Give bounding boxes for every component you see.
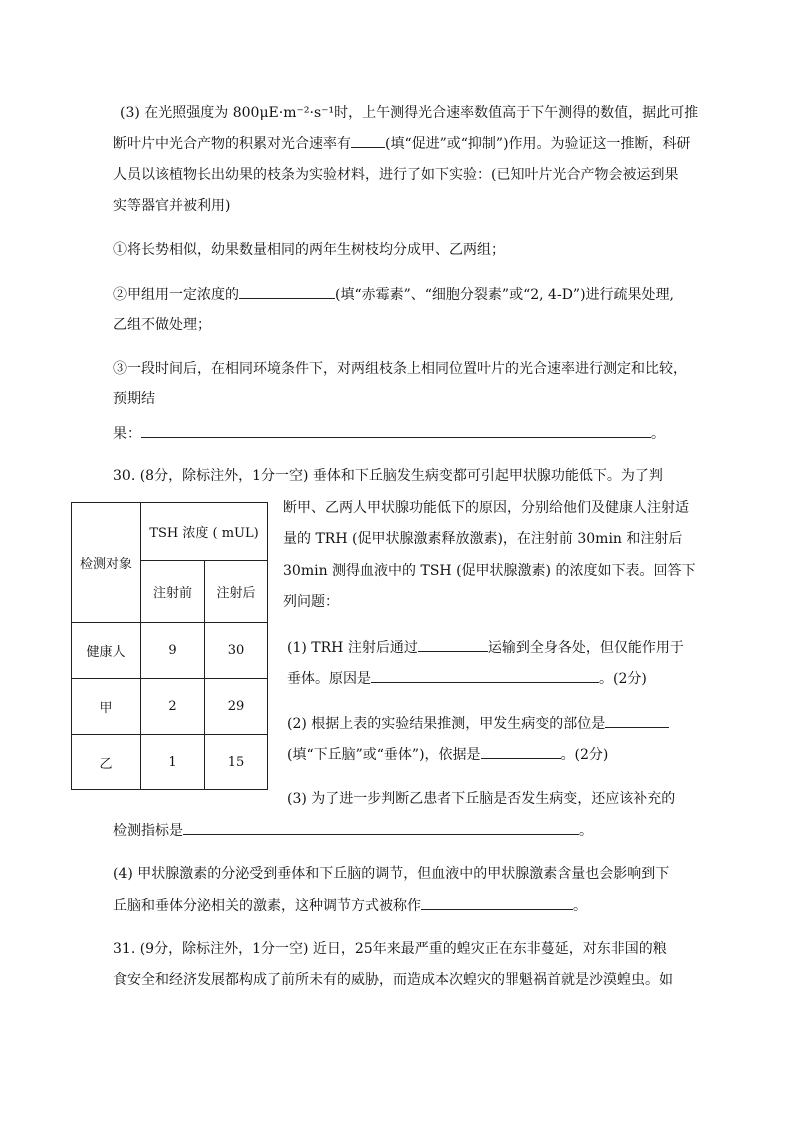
q30-sub1-text-c: 垂体。原因是 [287,671,371,687]
q3-step2-cont: 乙组不做处理； [113,317,211,333]
table-cell-before: 1 [141,735,205,790]
tsh-table [71,502,268,790]
answer-blank-regulation[interactable] [421,895,573,910]
q30-sub4-cont [113,895,587,916]
q30-wrap4: 列问题： [283,594,339,610]
q3-line2-text-a: 断叶片中光合产物的积累对光合速率有 [113,136,351,152]
q3-line3: 人员以该植物长出幼果的枝条为实验材料，进行了如下实验：(已知叶片光合产物会被运到果 [113,167,679,183]
answer-blank-basis[interactable] [481,744,561,759]
table-row [72,735,268,790]
q3-step1: ①将长势相似，幼果数量相同的两年生树枝均分成甲、乙两组； [113,242,505,258]
answer-blank-promote-inhibit[interactable] [351,133,385,148]
q30-header: 30. (8分，除标注外，1分一空) 垂体和下丘脑发生病变都可引起甲状腺功能低下。为了判 [113,468,663,484]
q3-step3-result-label: 果： [113,426,141,442]
q30-sub3: (3) 为了进一步判断乙患者下丘脑是否发生病变，还应该补充的 [287,791,676,807]
q30-sub3-cont [113,820,593,841]
answer-blank-reason[interactable] [371,668,599,683]
q30-sub2-text-b: (填“下丘脑”或“垂体”)，依据是 [287,747,481,763]
table-cell-after: 29 [205,679,268,735]
table-header-subject: 检测对象 [72,503,141,623]
table-cell-subject: 健康人 [72,623,141,679]
q30-wrap2: 量的 TRH (促甲状腺激素释放激素)，在注射前 30min 和注射后 [283,531,683,547]
q30-sub2-text-a: (2) 根据上表的实验结果推测，甲发生病变的部位是 [287,716,606,732]
q30-wrap3: 30min 测得血液中的 TSH (促甲状腺激素) 的浓度如下表。回答下 [283,563,696,579]
table-cell-before: 9 [141,623,205,679]
table-cell-after: 15 [205,735,268,790]
q30-sub4-text-b: 丘脑和垂体分泌相关的激素，这种调节方式被称作 [113,898,421,914]
answer-blank-hormone[interactable] [239,284,335,299]
answer-blank-expected-result[interactable] [141,423,651,438]
table-header-after: 注射后 [205,561,268,623]
q30-sub1-text-b: 运输到全身各处，但仅能作用于 [487,640,684,656]
table-row [72,679,268,735]
answer-blank-lesion-site[interactable] [605,713,669,728]
q3-line4: 实等器官并被利用) [113,198,231,214]
q30-sub4-text-c: 。 [573,898,587,914]
table-header-tsh: TSH 浓度 ( mUL) [141,503,268,561]
q3-line2 [113,133,691,154]
q30-sub2-cont [287,744,608,765]
q3-step3-end: 。 [651,426,665,442]
q30-sub1 [287,637,684,658]
q30-sub2 [287,713,669,734]
table-cell-before: 2 [141,679,205,735]
q30-sub3-text-c: 。 [579,823,593,839]
table-cell-after: 30 [205,623,268,679]
q3-line1: (3) 在光照强度为 800μE·m⁻²·s⁻¹时，上午测得光合速率数值高于下午测得的数值，据此可推 [120,105,699,121]
q30-sub2-text-c: 。(2分) [560,747,609,763]
table-cell-subject: 甲 [72,679,141,735]
q30-sub3-text-b: 检测指标是 [113,823,183,839]
answer-blank-indicator[interactable] [183,820,579,835]
q30-sub4: (4) 甲状腺激素的分泌受到垂体和下丘脑的调节，但血液中的甲状腺激素含量也会影响到下 [113,866,670,882]
q3-line2-text-b: (填“促进”或“抑制”)作用。为验证这一推断，科研 [385,136,691,152]
table-header-before: 注射前 [141,561,205,623]
q3-step2 [113,284,674,305]
q31-line2: 食安全和经济发展都构成了前所未有的威胁，而造成本次蝗灾的罪魁祸首就是沙漠蝗虫。如 [113,972,673,988]
q30-wrap1: 断甲、乙两人甲状腺功能低下的原因，分别给他们及健康人注射适 [283,500,689,516]
q3-step3-cont: 预期结 [113,391,155,407]
q3-step2-text-b: (填“赤霉素”、“细胞分裂素”或“2, 4-D”)进行疏果处理, [335,287,674,303]
q30-sub1-text-a: (1) TRH 注射后通过 [287,640,418,656]
table-cell-subject: 乙 [72,735,141,790]
q31-line1: 31. (9分，除标注外，1分一空) 近日，25年来最严重的蝗灾正在东非蔓延，对东非国的粮 [113,941,667,957]
q30-sub1-cont [287,668,647,689]
q30-sub1-text-d: 。(2分) [599,671,647,687]
table-row [72,623,268,679]
q3-step3-result [113,423,665,444]
q3-step3: ③一段时间后，在相同环境条件下，对两组枝条上相同位置叶片的光合速率进行测定和比较， [113,361,687,377]
q3-step2-text-a: ②甲组用一定浓度的 [113,287,239,303]
answer-blank-transport[interactable] [418,637,488,652]
